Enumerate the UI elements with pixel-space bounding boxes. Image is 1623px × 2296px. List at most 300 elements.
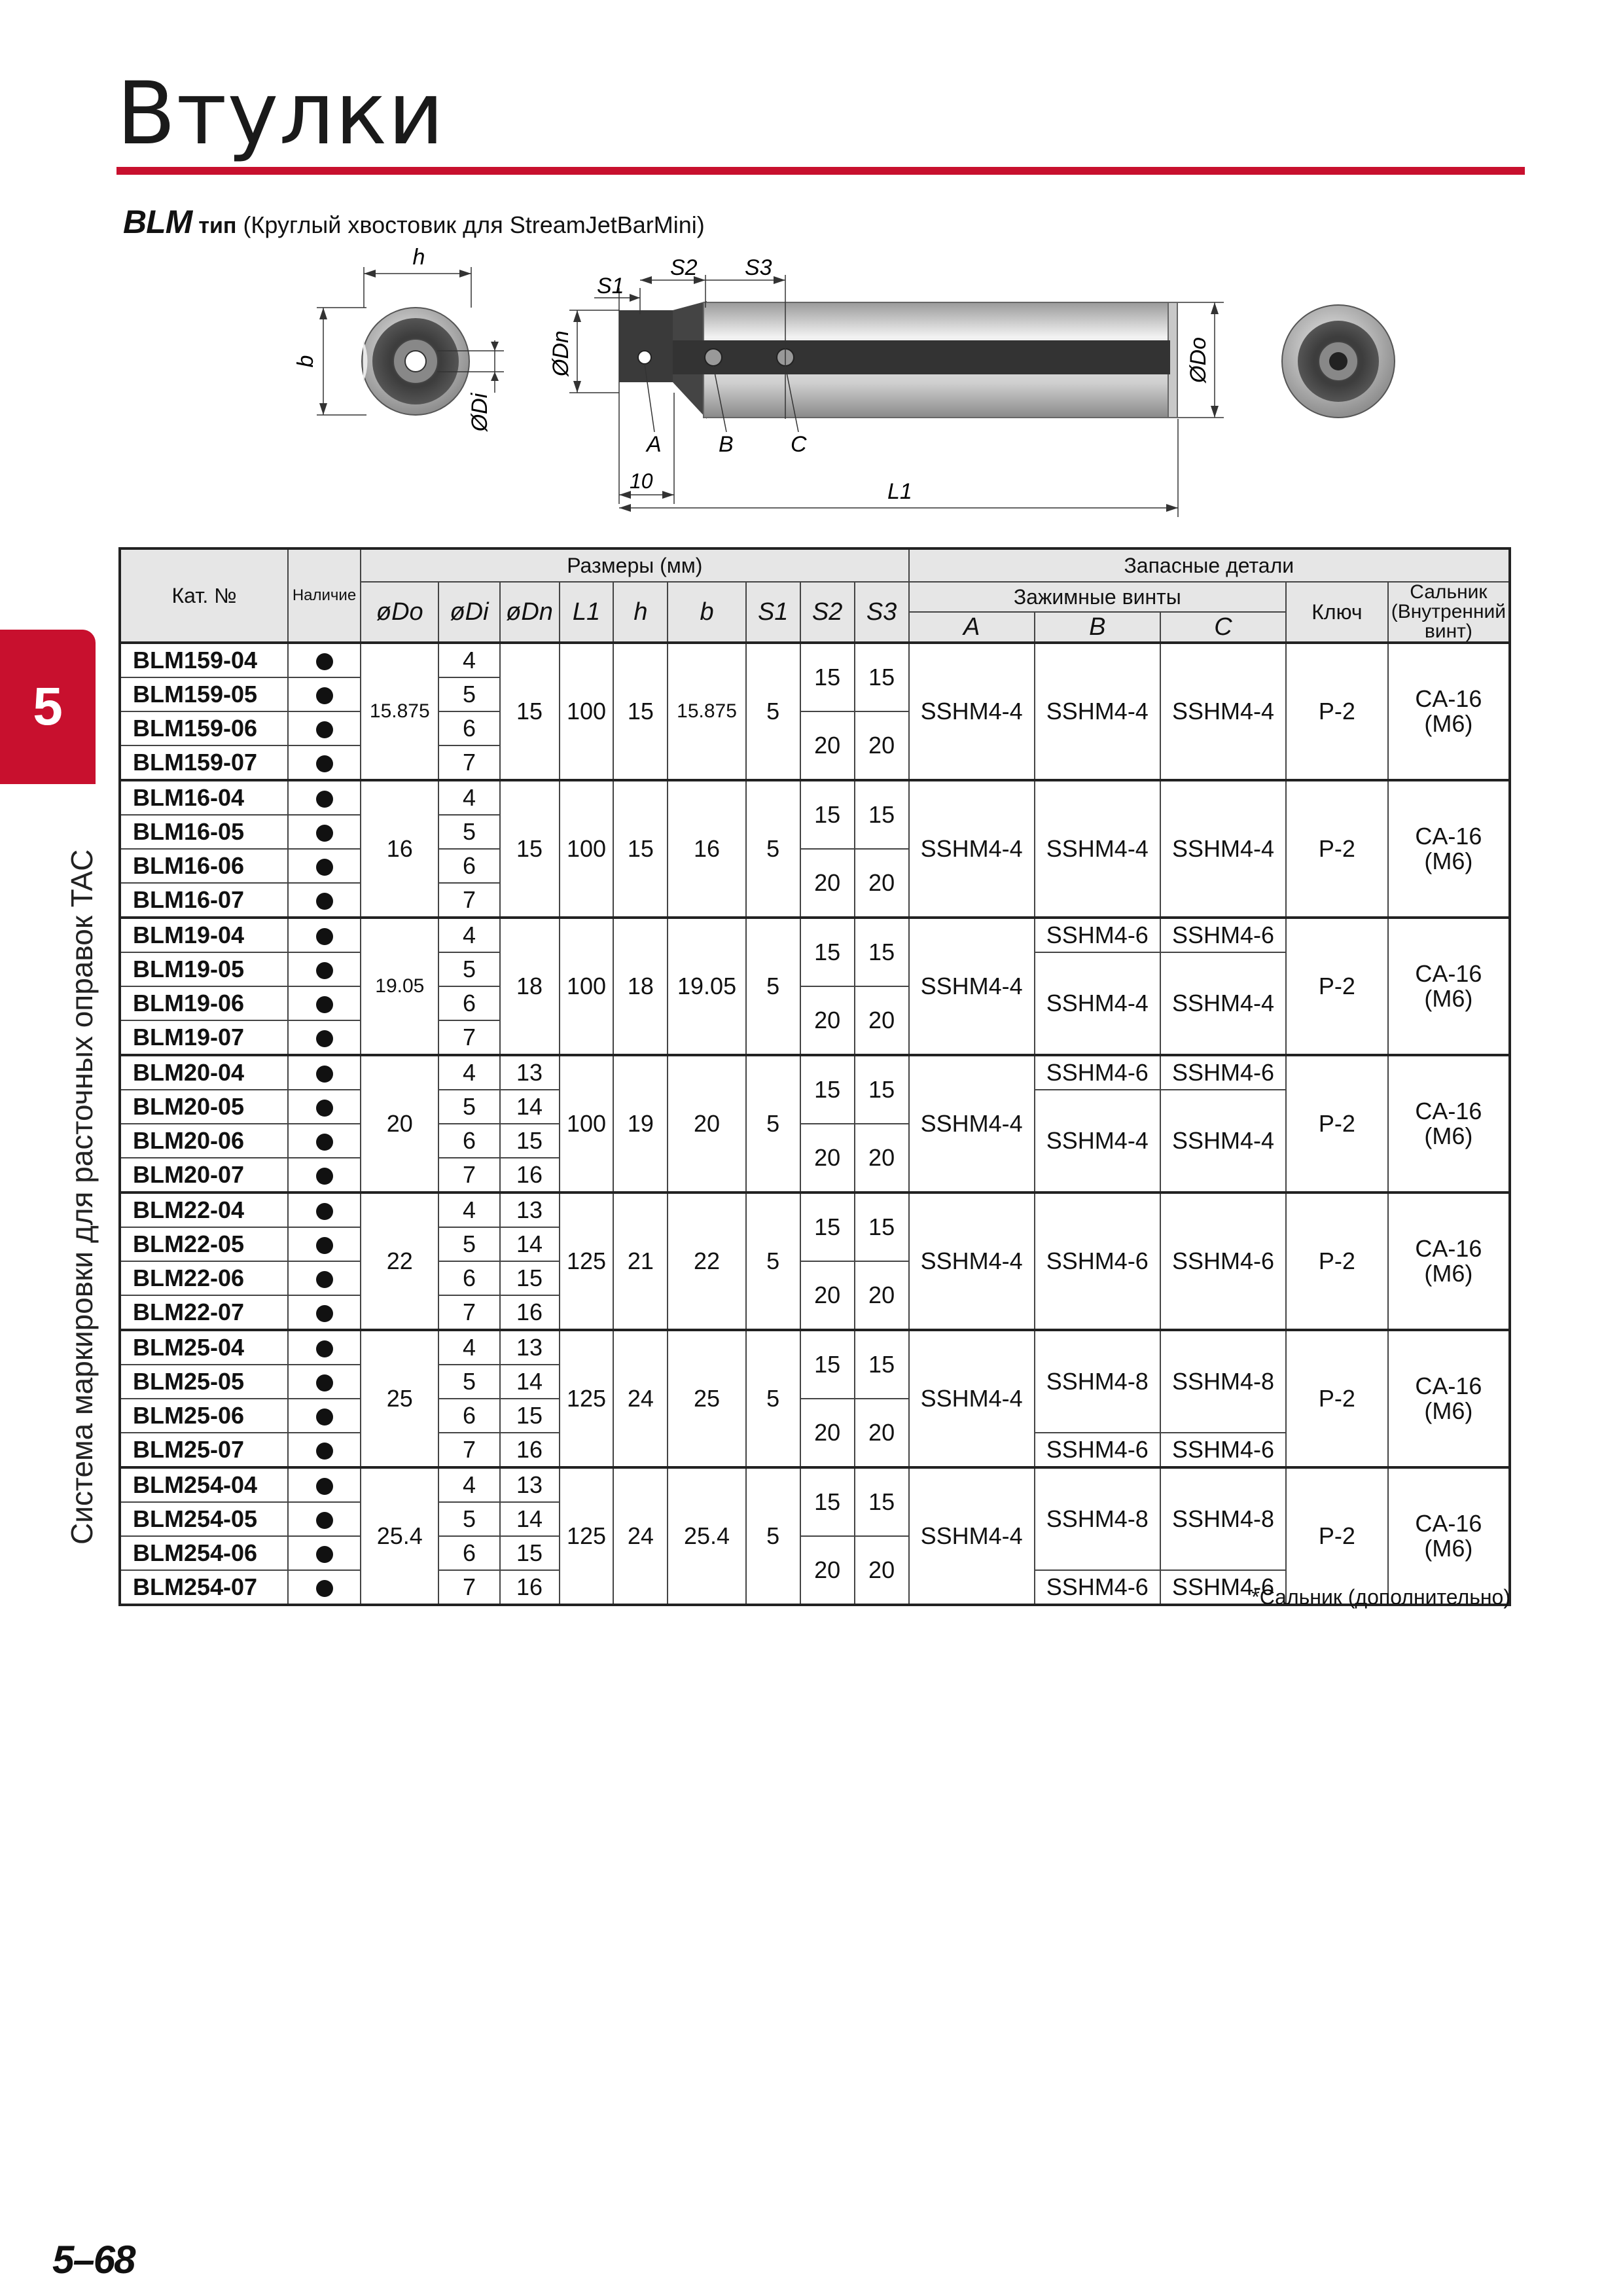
- dn-value: 13: [500, 1467, 560, 1502]
- dn-value: 18: [500, 918, 560, 1055]
- dn-value: 15: [500, 643, 560, 780]
- b-value: 25.4: [668, 1467, 745, 1605]
- section-number: 5: [33, 677, 63, 736]
- availability-cell: [288, 1467, 361, 1502]
- dn-value: 15: [500, 1399, 560, 1433]
- screw-c: SSHM4-4: [1160, 952, 1286, 1055]
- s3-value: 20: [855, 1536, 909, 1605]
- catalog-number: BLM25-06: [120, 1399, 288, 1433]
- h-value: 24: [613, 1330, 668, 1467]
- do-value: 16: [361, 780, 438, 918]
- stock-dot-icon: [316, 791, 333, 808]
- header-avail: Наличие: [288, 548, 361, 643]
- screw-b: SSHM4-4: [1035, 952, 1160, 1055]
- dn-value: 15: [500, 780, 560, 918]
- availability-cell: [288, 918, 361, 952]
- catalog-number: BLM19-05: [120, 952, 288, 986]
- di-value: 5: [438, 1090, 499, 1124]
- page-number: 5–68: [52, 2238, 135, 2282]
- availability-cell: [288, 711, 361, 745]
- di-value: 6: [438, 986, 499, 1020]
- catalog-number: BLM25-05: [120, 1365, 288, 1399]
- screw-b: SSHM4-6: [1035, 918, 1160, 952]
- availability-cell: [288, 986, 361, 1020]
- stock-dot-icon: [316, 1374, 333, 1391]
- label-do: ØDo: [1186, 337, 1211, 383]
- di-value: 4: [438, 918, 499, 952]
- screw-c: SSHM4-8: [1160, 1330, 1286, 1433]
- screw-c: SSHM4-4: [1160, 780, 1286, 918]
- catalog-number: BLM159-05: [120, 677, 288, 711]
- s1-value: 5: [746, 918, 800, 1055]
- header-s2: S2: [800, 582, 855, 643]
- table-row: [120, 918, 1510, 952]
- s1-value: 5: [746, 780, 800, 918]
- catalog-number: BLM25-07: [120, 1433, 288, 1467]
- availability-cell: [288, 1365, 361, 1399]
- s2-value: 15: [800, 1193, 855, 1261]
- seal-thread: (M6): [1424, 985, 1473, 1012]
- s3-value: 15: [855, 1467, 909, 1536]
- catalog-number: BLM19-07: [120, 1020, 288, 1055]
- di-value: 7: [438, 1570, 499, 1605]
- stock-dot-icon: [316, 1203, 333, 1220]
- screw-c: SSHM4-8: [1160, 1467, 1286, 1570]
- catalog-number: BLM159-07: [120, 745, 288, 780]
- screw-c: SSHM4-6: [1160, 1570, 1286, 1605]
- header-c: C: [1160, 612, 1286, 643]
- di-value: 6: [438, 849, 499, 883]
- screw-b: SSHM4-6: [1035, 1055, 1160, 1090]
- l1-value: 125: [560, 1193, 614, 1330]
- dn-value: 14: [500, 1365, 560, 1399]
- footnote: *Сальник (дополнительно): [1251, 1585, 1510, 1609]
- stock-dot-icon: [316, 962, 333, 979]
- availability-cell: [288, 1330, 361, 1365]
- s3-value: 15: [855, 918, 909, 986]
- h-value: 24: [613, 1467, 668, 1605]
- s3-value: 20: [855, 1261, 909, 1330]
- screw-c: SSHM4-4: [1160, 643, 1286, 780]
- l1-value: 125: [560, 1330, 614, 1467]
- screw-b: SSHM4-4: [1035, 1090, 1160, 1193]
- stock-dot-icon: [316, 1340, 333, 1357]
- header-s1: S1: [746, 582, 800, 643]
- key-value: P-2: [1286, 1467, 1388, 1605]
- stock-dot-icon: [316, 1512, 333, 1529]
- dn-value: 14: [500, 1502, 560, 1536]
- screw-a: SSHM4-4: [909, 643, 1035, 780]
- catalog-number: BLM16-04: [120, 780, 288, 815]
- screw-a: SSHM4-4: [909, 1193, 1035, 1330]
- di-value: 6: [438, 1536, 499, 1570]
- page-title: Втулки: [116, 63, 445, 164]
- l1-value: 100: [560, 918, 614, 1055]
- seal-value: [1388, 1330, 1510, 1467]
- di-value: 6: [438, 1261, 499, 1295]
- s3-value: 20: [855, 986, 909, 1055]
- screw-b: SSHM4-4: [1035, 780, 1160, 918]
- seal-thread: (M6): [1424, 710, 1473, 737]
- availability-cell: [288, 883, 361, 918]
- spec-table: [118, 547, 1511, 1606]
- do-value: 15.875: [361, 643, 438, 780]
- screw-a: SSHM4-4: [909, 1330, 1035, 1467]
- header-clamp: Зажимные винты: [909, 582, 1286, 612]
- side-view: [548, 255, 1224, 517]
- screw-b: SSHM4-6: [1035, 1193, 1160, 1330]
- stock-dot-icon: [316, 1066, 333, 1083]
- availability-cell: [288, 1124, 361, 1158]
- di-value: 4: [438, 1055, 499, 1090]
- di-value: 7: [438, 1433, 499, 1467]
- s1-value: 5: [746, 1330, 800, 1467]
- screw-b: SSHM4-6: [1035, 1433, 1160, 1467]
- b-value: 15.875: [668, 643, 745, 780]
- dn-value: 13: [500, 1193, 560, 1227]
- s2-value: 20: [800, 849, 855, 918]
- stock-dot-icon: [316, 1237, 333, 1254]
- screw-a: SSHM4-4: [909, 918, 1035, 1055]
- s3-value: 15: [855, 1330, 909, 1399]
- s2-value: 20: [800, 711, 855, 780]
- catalog-number: BLM20-04: [120, 1055, 288, 1090]
- di-value: 5: [438, 1227, 499, 1261]
- di-value: 6: [438, 1124, 499, 1158]
- dn-value: 16: [500, 1295, 560, 1330]
- stock-dot-icon: [316, 1408, 333, 1426]
- catalog-number: BLM22-06: [120, 1261, 288, 1295]
- dn-value: 16: [500, 1158, 560, 1193]
- seal-value: [1388, 780, 1510, 918]
- dn-value: 14: [500, 1227, 560, 1261]
- catalog-number: BLM19-06: [120, 986, 288, 1020]
- seal-thread: (M6): [1424, 1535, 1473, 1562]
- seal-value: [1388, 1193, 1510, 1330]
- seal-thread: (M6): [1424, 848, 1473, 874]
- h-value: 15: [613, 643, 668, 780]
- side-section-title: Система маркировки для расточных оправок TAC: [65, 849, 99, 1545]
- l1-value: 100: [560, 1055, 614, 1193]
- header-spare: Запасные детали: [909, 548, 1510, 582]
- seal-code: CA-16: [1415, 1098, 1482, 1125]
- label-c: C: [791, 432, 807, 457]
- stock-dot-icon: [316, 859, 333, 876]
- di-value: 5: [438, 1365, 499, 1399]
- s2-value: 15: [800, 780, 855, 849]
- catalog-number: BLM16-05: [120, 815, 288, 849]
- di-value: 7: [438, 883, 499, 918]
- di-value: 4: [438, 780, 499, 815]
- s2-value: 15: [800, 1055, 855, 1124]
- s2-value: 15: [800, 1467, 855, 1536]
- s3-value: 15: [855, 1193, 909, 1261]
- seal-code: CA-16: [1415, 1235, 1482, 1263]
- di-value: 7: [438, 1295, 499, 1330]
- h-value: 21: [613, 1193, 668, 1330]
- key-value: P-2: [1286, 1193, 1388, 1330]
- right-end-view: [1282, 305, 1395, 418]
- s3-value: 20: [855, 711, 909, 780]
- catalog-number: BLM20-06: [120, 1124, 288, 1158]
- spec-table-body: [120, 643, 1510, 1605]
- stock-dot-icon: [316, 1580, 333, 1597]
- table-row: [120, 1193, 1510, 1227]
- table-row: [120, 1055, 1510, 1090]
- dn-value: 13: [500, 1055, 560, 1090]
- header-a: A: [909, 612, 1035, 643]
- catalog-number: BLM254-06: [120, 1536, 288, 1570]
- type-word: тип: [198, 213, 237, 238]
- section-tab: [0, 630, 96, 784]
- availability-cell: [288, 1020, 361, 1055]
- catalog-number: BLM20-05: [120, 1090, 288, 1124]
- screw-a: SSHM4-4: [909, 1055, 1035, 1193]
- di-value: 5: [438, 952, 499, 986]
- screw-a: SSHM4-4: [909, 1467, 1035, 1605]
- dn-value: 15: [500, 1261, 560, 1295]
- s1-value: 5: [746, 1055, 800, 1193]
- stock-dot-icon: [316, 1134, 333, 1151]
- s2-value: 20: [800, 1124, 855, 1193]
- table-row: [120, 780, 1510, 815]
- availability-cell: [288, 1158, 361, 1193]
- di-value: 6: [438, 711, 499, 745]
- screw-b: SSHM4-4: [1035, 643, 1160, 780]
- catalog-number: BLM20-07: [120, 1158, 288, 1193]
- seal-value: [1388, 1055, 1510, 1193]
- s3-value: 20: [855, 1124, 909, 1193]
- s3-value: 15: [855, 643, 909, 711]
- l1-value: 125: [560, 1467, 614, 1605]
- stock-dot-icon: [316, 1546, 333, 1563]
- b-value: 20: [668, 1055, 745, 1193]
- label-b: b: [293, 355, 318, 368]
- di-value: 4: [438, 1330, 499, 1365]
- table-row: [120, 1467, 1510, 1502]
- l1-value: 100: [560, 780, 614, 918]
- seal-value: [1388, 643, 1510, 780]
- catalog-number: BLM159-04: [120, 643, 288, 677]
- s3-value: 15: [855, 780, 909, 849]
- dn-value: 16: [500, 1570, 560, 1605]
- availability-cell: [288, 952, 361, 986]
- screw-b: SSHM4-8: [1035, 1467, 1160, 1570]
- di-value: 7: [438, 745, 499, 780]
- availability-cell: [288, 1502, 361, 1536]
- key-value: P-2: [1286, 780, 1388, 918]
- do-value: 25.4: [361, 1467, 438, 1605]
- availability-cell: [288, 815, 361, 849]
- header-b-screw: B: [1035, 612, 1160, 643]
- s1-value: 5: [746, 1193, 800, 1330]
- availability-cell: [288, 1227, 361, 1261]
- b-value: 22: [668, 1193, 745, 1330]
- availability-cell: [288, 1055, 361, 1090]
- stock-dot-icon: [316, 1030, 333, 1047]
- seal-code: CA-16: [1415, 823, 1482, 850]
- catalog-number: BLM25-04: [120, 1330, 288, 1365]
- label-s1: S1: [597, 274, 624, 298]
- table-row: [120, 1330, 1510, 1365]
- seal-code: CA-16: [1415, 685, 1482, 713]
- di-value: 4: [438, 1193, 499, 1227]
- header-dims: Размеры (мм): [361, 548, 908, 582]
- screw-c: SSHM4-6: [1160, 918, 1286, 952]
- do-value: 20: [361, 1055, 438, 1193]
- header-dn: øDn: [500, 582, 560, 643]
- label-dn: ØDn: [548, 331, 573, 376]
- dn-value: 13: [500, 1330, 560, 1365]
- catalog-number: BLM254-05: [120, 1502, 288, 1536]
- catalog-number: BLM254-04: [120, 1467, 288, 1502]
- s3-value: 20: [855, 849, 909, 918]
- do-value: 22: [361, 1193, 438, 1330]
- availability-cell: [288, 1193, 361, 1227]
- availability-cell: [288, 1570, 361, 1605]
- stock-dot-icon: [316, 825, 333, 842]
- availability-cell: [288, 643, 361, 677]
- availability-cell: [288, 1536, 361, 1570]
- key-value: P-2: [1286, 1055, 1388, 1193]
- screw-c: SSHM4-4: [1160, 1090, 1286, 1193]
- label-h: h: [412, 245, 425, 270]
- do-value: 19.05: [361, 918, 438, 1055]
- do-value: 25: [361, 1330, 438, 1467]
- stock-dot-icon: [316, 1271, 333, 1288]
- left-end-view: [293, 245, 504, 432]
- di-value: 7: [438, 1158, 499, 1193]
- stock-dot-icon: [316, 687, 333, 704]
- key-value: P-2: [1286, 643, 1388, 780]
- availability-cell: [288, 849, 361, 883]
- seal-thread: (M6): [1424, 1122, 1473, 1149]
- header-key: Ключ: [1286, 582, 1388, 643]
- screw-b: SSHM4-8: [1035, 1330, 1160, 1433]
- availability-cell: [288, 677, 361, 711]
- b-value: 19.05: [668, 918, 745, 1055]
- s2-value: 20: [800, 1261, 855, 1330]
- header-cat: Кат. №: [120, 548, 288, 643]
- stock-dot-icon: [316, 928, 333, 945]
- dn-value: 15: [500, 1124, 560, 1158]
- key-value: P-2: [1286, 918, 1388, 1055]
- s2-value: 15: [800, 1330, 855, 1399]
- label-s2: S2: [670, 255, 698, 280]
- label-b-hole: B: [719, 432, 734, 457]
- di-value: 4: [438, 1467, 499, 1502]
- di-value: 5: [438, 677, 499, 711]
- header-s3: S3: [855, 582, 909, 643]
- s2-value: 15: [800, 643, 855, 711]
- availability-cell: [288, 780, 361, 815]
- header-di: øDi: [438, 582, 499, 643]
- label-ten: 10: [630, 469, 653, 493]
- catalog-number: BLM159-06: [120, 711, 288, 745]
- label-l1: L1: [887, 479, 912, 504]
- technical-drawing: [0, 0, 1623, 524]
- label-di: ØDi: [467, 393, 492, 432]
- availability-cell: [288, 1261, 361, 1295]
- seal-code: CA-16: [1415, 1510, 1482, 1537]
- seal-code: CA-16: [1415, 1372, 1482, 1400]
- header-b: b: [668, 582, 745, 643]
- stock-dot-icon: [316, 1100, 333, 1117]
- s1-value: 5: [746, 643, 800, 780]
- stock-dot-icon: [316, 653, 333, 670]
- stock-dot-icon: [316, 1168, 333, 1185]
- di-value: 5: [438, 1502, 499, 1536]
- h-value: 15: [613, 780, 668, 918]
- b-value: 25: [668, 1330, 745, 1467]
- label-s3: S3: [745, 255, 772, 280]
- s1-value: 5: [746, 1467, 800, 1605]
- stock-dot-icon: [316, 755, 333, 772]
- dn-value: 14: [500, 1090, 560, 1124]
- di-value: 5: [438, 815, 499, 849]
- di-value: 4: [438, 643, 499, 677]
- stock-dot-icon: [316, 1305, 333, 1322]
- catalog-number: BLM22-05: [120, 1227, 288, 1261]
- header-l1: L1: [560, 582, 614, 643]
- s2-value: 20: [800, 1536, 855, 1605]
- seal-value: [1388, 918, 1510, 1055]
- catalog-number: BLM254-07: [120, 1570, 288, 1605]
- availability-cell: [288, 1090, 361, 1124]
- screw-b: SSHM4-6: [1035, 1570, 1160, 1605]
- stock-dot-icon: [316, 1478, 333, 1495]
- h-value: 19: [613, 1055, 668, 1193]
- availability-cell: [288, 1295, 361, 1330]
- s2-value: 20: [800, 986, 855, 1055]
- seal-thread: (M6): [1424, 1397, 1473, 1424]
- s2-value: 20: [800, 1399, 855, 1467]
- di-value: 6: [438, 1399, 499, 1433]
- dn-value: 15: [500, 1536, 560, 1570]
- catalog-number: BLM16-07: [120, 883, 288, 918]
- catalog-number: BLM22-04: [120, 1193, 288, 1227]
- screw-c: SSHM4-6: [1160, 1055, 1286, 1090]
- catalog-number: BLM19-04: [120, 918, 288, 952]
- stock-dot-icon: [316, 1443, 333, 1460]
- s3-value: 20: [855, 1399, 909, 1467]
- availability-cell: [288, 745, 361, 780]
- di-value: 7: [438, 1020, 499, 1055]
- h-value: 18: [613, 918, 668, 1055]
- availability-cell: [288, 1433, 361, 1467]
- seal-thread: (M6): [1424, 1260, 1473, 1287]
- screw-c: SSHM4-6: [1160, 1193, 1286, 1330]
- screw-c: SSHM4-6: [1160, 1433, 1286, 1467]
- availability-cell: [288, 1399, 361, 1433]
- s2-value: 15: [800, 918, 855, 986]
- stock-dot-icon: [316, 721, 333, 738]
- label-a: A: [647, 432, 662, 457]
- header-do: øDo: [361, 582, 438, 643]
- dn-value: 16: [500, 1433, 560, 1467]
- l1-value: 100: [560, 643, 614, 780]
- header-seal: Сальник (Внутренний винт): [1388, 582, 1510, 643]
- seal-value: [1388, 1467, 1510, 1605]
- seal-code: CA-16: [1415, 960, 1482, 988]
- stock-dot-icon: [316, 996, 333, 1013]
- type-description: (Круглый хвостовик для StreamJetBarMini): [243, 211, 705, 238]
- header-h: h: [613, 582, 668, 643]
- catalog-number: BLM22-07: [120, 1295, 288, 1330]
- screw-a: SSHM4-4: [909, 780, 1035, 918]
- catalog-number: BLM16-06: [120, 849, 288, 883]
- table-row: [120, 643, 1510, 677]
